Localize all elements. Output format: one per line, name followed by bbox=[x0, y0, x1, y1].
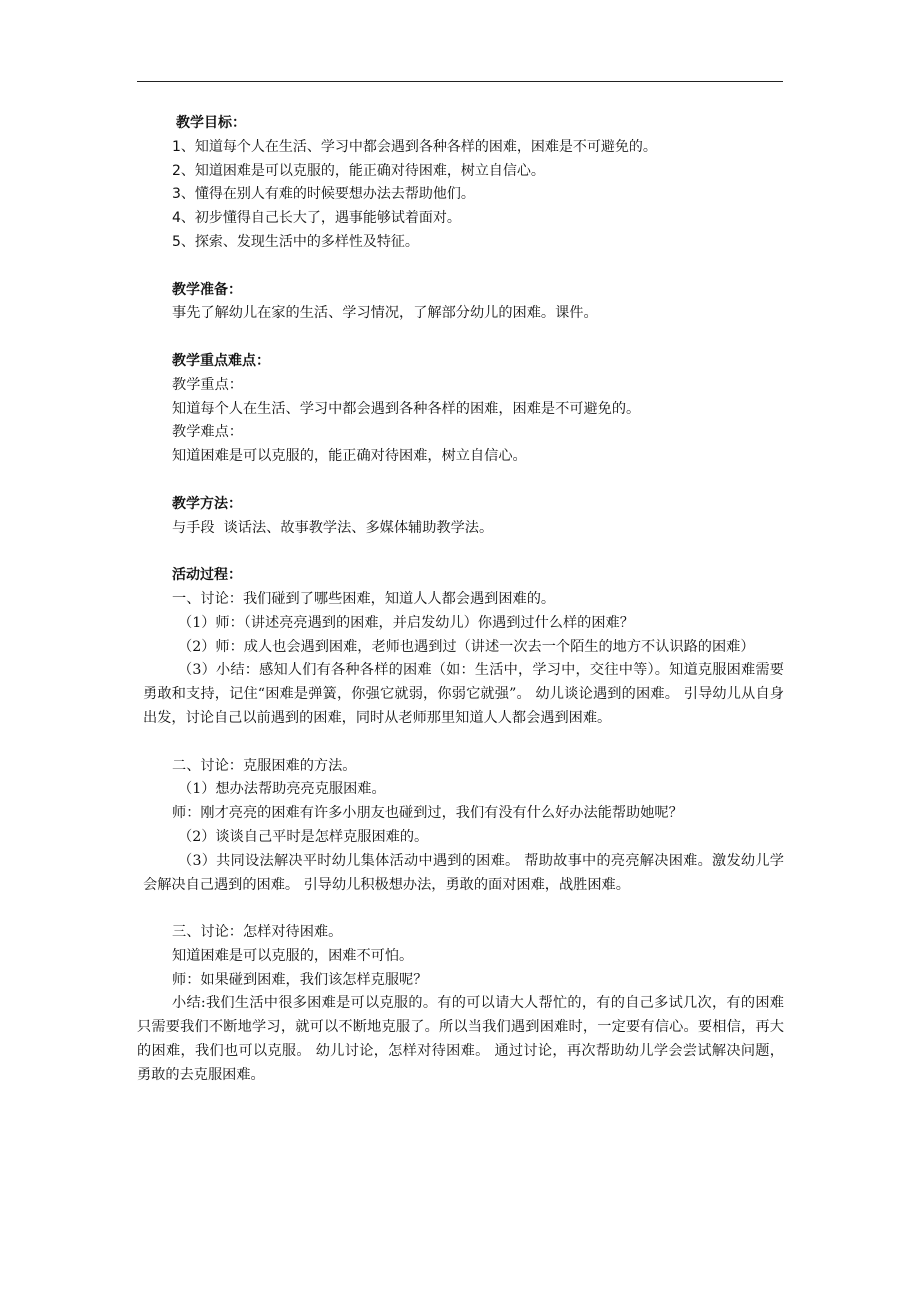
section-process bbox=[143, 564, 784, 731]
part3-line: 知道困难是可以克服的，困难不可怕。 bbox=[172, 947, 414, 964]
part3-title: 三、讨论：怎样对待困难。 bbox=[172, 924, 343, 941]
part1-title: 一、讨论：我们碰到了哪些困难，知道人人都会遇到困难的。 bbox=[172, 590, 556, 607]
document-body bbox=[137, 112, 784, 1088]
process-heading: 活动过程： bbox=[172, 567, 242, 584]
part1-item: （1）师：（讲述亮亮遇到的困难，并启发幼儿）你遇到过什么样的困难？ bbox=[178, 614, 634, 631]
header-rule bbox=[137, 81, 783, 82]
section-methods bbox=[172, 493, 784, 541]
preparation-heading: 教学准备： bbox=[172, 281, 242, 298]
preparation-text: 事先了解幼儿在家的生活、学习情况，了解部分幼儿的困难。课件。 bbox=[172, 305, 598, 322]
goal-item: 4、初步懂得自己长大了，遇事能够试着面对。 bbox=[172, 210, 461, 227]
section-process-part3 bbox=[137, 921, 784, 1088]
section-goals bbox=[172, 112, 784, 255]
focus-label: 教学重点： bbox=[172, 376, 243, 393]
part2-item: （3）共同设法解决平时幼儿集体活动中遇到的困难。 帮助故事中的亮亮解决困难。激发幼儿学会解决自己遇到的困难。 引导幼儿积极想办法，勇敢的面对困难，战胜困难。 bbox=[143, 852, 784, 893]
part3-summary: 小结:我们生活中很多困难是可以克服的。有的可以请大人帮忙的，有的自己多试几次，有的困难只需要我们不断地学习，就可以不断地克服了。所以当我们遇到困难时，一定要有信心。要相信，再大的困难，我们也可以克服。 幼儿讨论，怎样对待困难。 通过讨论，再次帮助幼儿学会尝试解决问题，勇敢的去克服困难。 bbox=[137, 995, 784, 1083]
goal-item: 1、知道每个人在生活、学习中都会遇到各种各样的困难，困难是不可避免的。 bbox=[172, 138, 657, 155]
part1-item: （2）师：成人也会遇到困难，老师也遇到过（讲述一次去一个陌生的地方不认识路的困难） bbox=[178, 638, 755, 655]
section-key-points bbox=[172, 350, 784, 469]
focus-text: 知道每个人在生活、学习中都会遇到各种各样的困难，困难是不可避免的。 bbox=[172, 400, 641, 417]
methods-text: 与手段 谈话法、故事教学法、多媒体辅助教学法。 bbox=[172, 519, 494, 536]
goal-item: 2、知道困难是可以克服的，能正确对待困难，树立自信心。 bbox=[172, 162, 545, 179]
part1-summary: （3）小结：感知人们有各种各样的困难（如：生活中，学习中，交往中等）。知道克服困难需要勇敢和支持，记住“困难是弹簧，你强它就弱，你弱它就强”。 幼儿谈论遇到的困难。 引导幼儿从自身出发，讨论自己以前遇到的困难，同时从老师那里知道人人都会遇到困难。 bbox=[143, 662, 784, 726]
part2-title: 二、讨论：克服困难的方法。 bbox=[172, 757, 357, 774]
goal-item: 3、懂得在别人有难的时候要想办法去帮助他们。 bbox=[172, 186, 475, 203]
key-points-heading: 教学重点难点： bbox=[172, 352, 270, 369]
part3-teacher-line: 师：如果碰到困难，我们该怎样克服呢？ bbox=[172, 971, 428, 988]
methods-heading: 教学方法： bbox=[172, 495, 242, 512]
goal-item: 5、探索、发现生活中的多样性及特征。 bbox=[172, 233, 419, 250]
part2-teacher-line: 师：刚才亮亮的困难有许多小朋友也碰到过，我们有没有什么好办法能帮助她呢？ bbox=[172, 805, 683, 822]
difficulty-label: 教学难点： bbox=[172, 424, 243, 441]
part2-item: （2）谈谈自己平时是怎样克服困难的。 bbox=[178, 828, 429, 845]
part2-item: （1）想办法帮助亮亮克服困难。 bbox=[178, 781, 386, 798]
difficulty-text: 知道困难是可以克服的，能正确对待困难，树立自信心。 bbox=[172, 448, 527, 465]
section-process-part2 bbox=[143, 755, 784, 898]
section-preparation bbox=[172, 279, 784, 327]
goals-heading: 教学目标： bbox=[176, 115, 246, 131]
